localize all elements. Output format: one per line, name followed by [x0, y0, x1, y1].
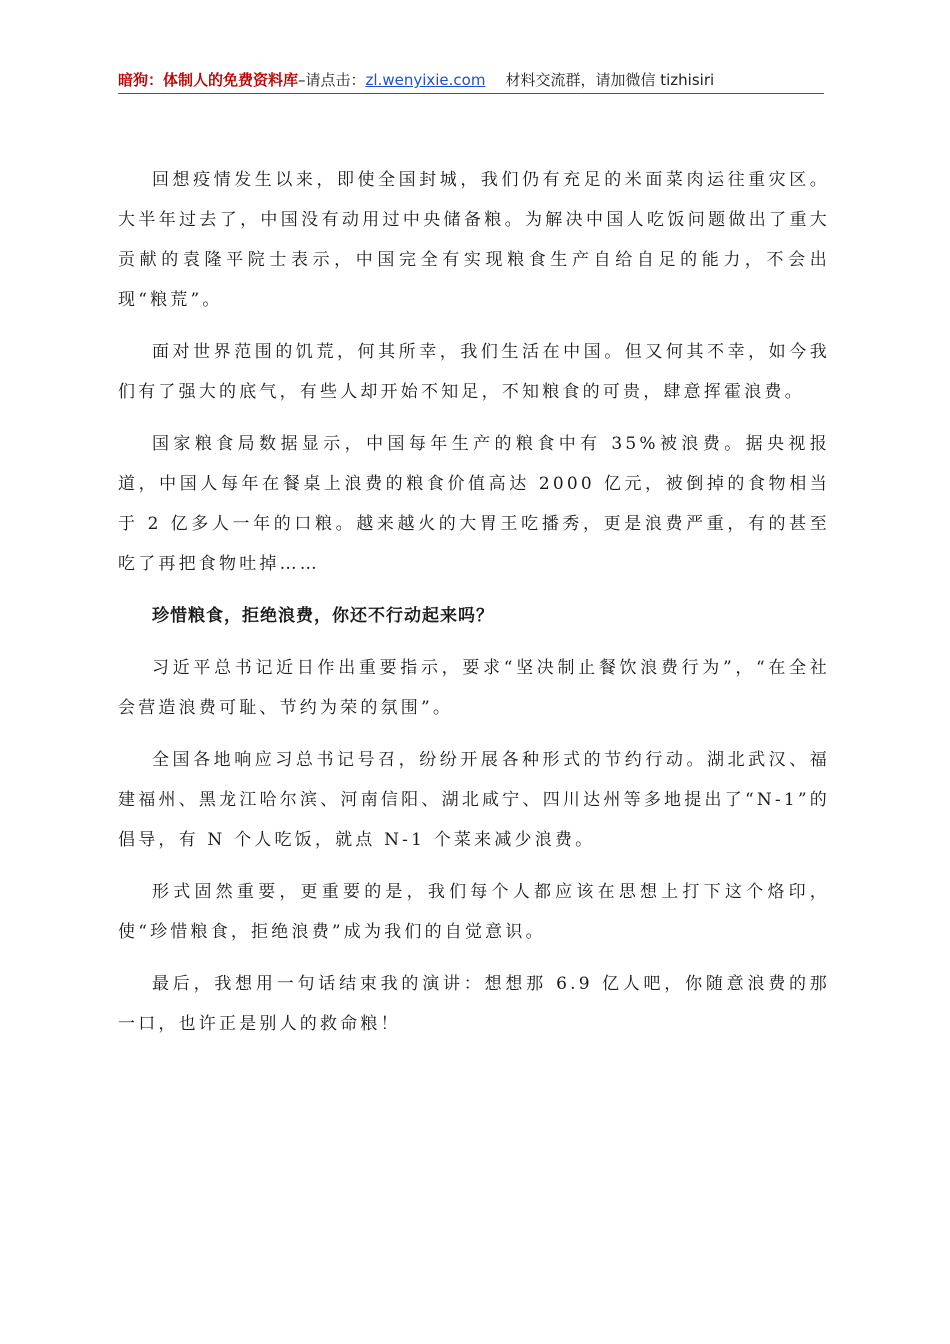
header-group-note: 材料交流群，请加微信 tizhisiri	[505, 71, 715, 89]
page-header	[118, 68, 824, 92]
header-brand: 暗狗：体制人的免费资料库	[118, 71, 299, 89]
paragraph: 面对世界范围的饥荒，何其所幸，我们生活在中国。但又何其不幸，如今我们有了强大的底气，有些人却开始不知足，不知粮食的可贵，肆意挥霍浪费。	[118, 342, 830, 402]
header-link[interactable]: zl.wenyixie.com	[365, 71, 486, 89]
header-cta: –请点击：	[298, 71, 366, 89]
paragraph: 全国各地响应习总书记号召，纷纷开展各种形式的节约行动。湖北武汉、福建福州、黑龙江哈尔滨、河南信阳、湖北咸宁、四川达州等多地提出了“N-1”的倡导，有 N 个人吃饭，就点 N-1 个菜来减少浪费。	[118, 750, 830, 850]
section-heading: 珍惜粮食，拒绝浪费，你还不行动起来吗？	[152, 606, 494, 626]
paragraph: 习近平总书记近日作出重要指示，要求“坚决制止餐饮浪费行为”，“在全社会营造浪费可耻、节约为荣的氛围”。	[118, 658, 830, 718]
header-divider	[118, 93, 824, 94]
paragraph: 形式固然重要，更重要的是，我们每个人都应该在思想上打下这个烙印，使“珍惜粮食，拒绝浪费”成为我们的自觉意识。	[118, 882, 830, 942]
paragraph: 国家粮食局数据显示，中国每年生产的粮食中有 35%被浪费。据央视报道，中国人每年在餐桌上浪费的粮食价值高达 2000 亿元，被倒掉的食物相当于 2 亿多人一年的口粮。越来越火的大胃王吃播秀，更是浪费严重，有的甚至吃了再把食物吐掉……	[118, 434, 830, 574]
document-body	[118, 160, 830, 1056]
paragraph: 回想疫情发生以来，即使全国封城，我们仍有充足的米面菜肉运往重灾区。大半年过去了，中国没有动用过中央储备粮。为解决中国人吃饭问题做出了重大贡献的袁隆平院士表示，中国完全有实现粮食生产自给自足的能力，不会出现“粮荒”。	[118, 170, 830, 310]
paragraph: 最后，我想用一句话结束我的演讲：想想那 6.9 亿人吧，你随意浪费的那一口，也许正是别人的救命粮！	[118, 974, 830, 1034]
